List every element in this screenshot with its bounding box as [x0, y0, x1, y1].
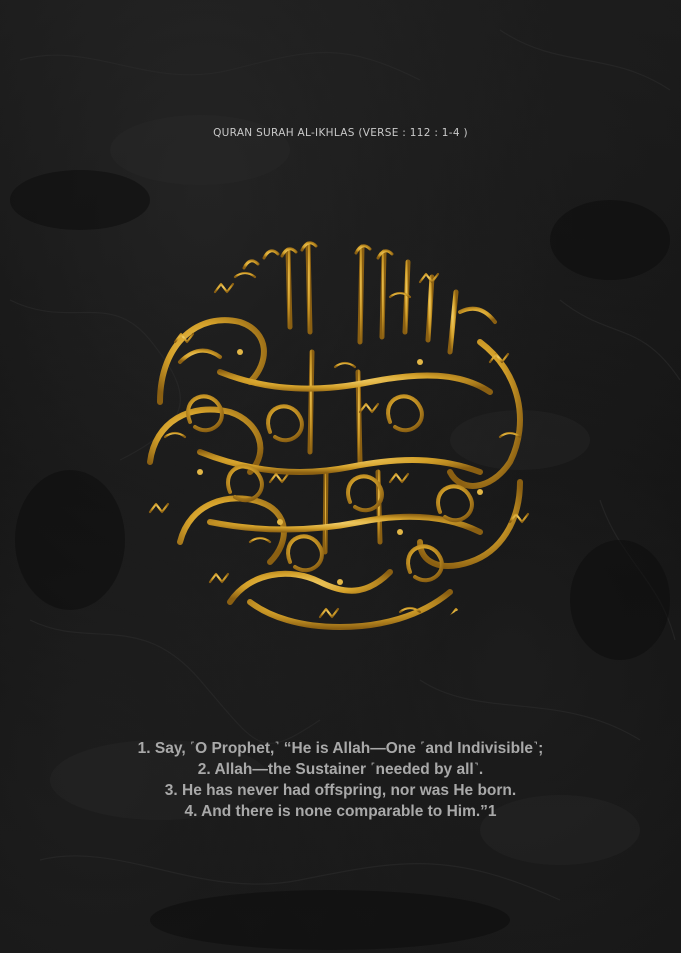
verse-line-2: 2. Allah—the Sustainer ˹needed by all˺. — [197, 761, 484, 778]
verse-line-1: 1. Say, ˹O Prophet,˺ “He is Allah—One ˹and Indivisible˺; — [137, 740, 544, 757]
surah-heading: QURAN SURAH AL-IKHLAS (VERSE : 112 : 1-4 ) — [213, 127, 468, 139]
verse-line-4: 4. And there is none comparable to Him.”1 — [184, 803, 497, 820]
verse-line-3: 3. He has never had offspring, nor was He born. — [164, 782, 517, 799]
verse-translation — [0, 738, 681, 822]
calligraphy-roundel — [120, 222, 560, 652]
